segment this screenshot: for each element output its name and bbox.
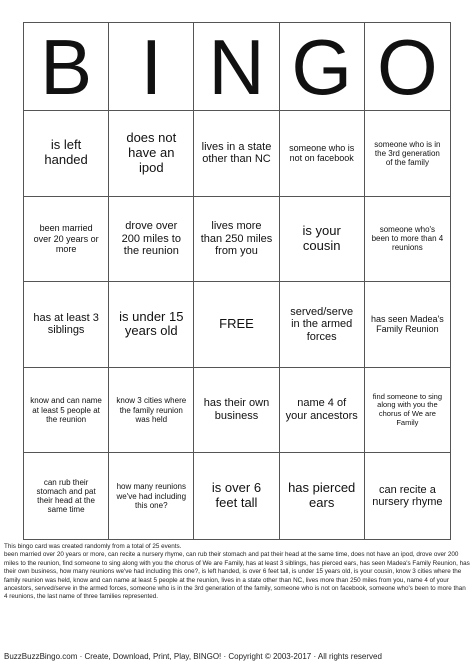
header-letter-i: I <box>109 23 194 111</box>
bingo-cell: how many reunions we've had including this one? <box>109 453 194 539</box>
bingo-cell: can rub their stomach and pat their head at the same time <box>24 453 109 539</box>
bingo-cell: know and can name at least 5 people at the reunion <box>24 368 109 454</box>
bingo-cell: lives in a state other than NC <box>194 111 279 197</box>
header-letter-g: G <box>280 23 365 111</box>
card-intro: This bingo card was created randomly from a total of 25 events. <box>4 543 182 550</box>
bingo-cell: has at least 3 siblings <box>24 282 109 368</box>
free-space: FREE <box>194 282 279 368</box>
bingo-cell: been married over 20 years or more <box>24 197 109 283</box>
bingo-cell: is over 6 feet tall <box>194 453 279 539</box>
bingo-cell: does not have an ipod <box>109 111 194 197</box>
bingo-cell: someone who's been to more than 4 reunions <box>365 197 450 283</box>
site-footer: BuzzBuzzBingo.com · Create, Download, Print, Play, BINGO! · Copyright © 2003-2017 · All rights reserved <box>4 652 382 661</box>
bingo-cell: know 3 cities where the family reunion was held <box>109 368 194 454</box>
bingo-cell: is left handed <box>24 111 109 197</box>
bingo-cell: is under 15 years old <box>109 282 194 368</box>
bingo-cell: has their own business <box>194 368 279 454</box>
bingo-cell: someone who is in the 3rd generation of the family <box>365 111 450 197</box>
bingo-cell: drove over 200 miles to the reunion <box>109 197 194 283</box>
events-list: been married over 20 years or more, can recite a nursery rhyme, can rub their stomach and pat their head at the same time, does not have an ipod, drove over 200 miles to the reunion, find someone to sing along with you the chorus of We are Family, has at least 3 siblings, has pierced ears, has seen Madea's Family Reunion, has their own business, how many reunions we've had including this one?, is left handed, is over 6 feet tall, is under 15 years old, is your cousin, know 3 cities where the family reunion was held, know and can name at least 5 people at the reunion, lives in a state other than NC, lives more than 250 miles from you, name 4 of your ancestors, served/serve in the armed forces, someone who is in the 3rd generation of the family, someone who is not on facebook, someone who's been to more than 4 reunions, the last name of three families represented. <box>4 551 470 601</box>
bingo-cell: has seen Madea's Family Reunion <box>365 282 450 368</box>
bingo-cell: has pierced ears <box>280 453 365 539</box>
bingo-cell: someone who is not on facebook <box>280 111 365 197</box>
bingo-cell: can recite a nursery rhyme <box>372 483 443 509</box>
card-description <box>4 543 470 602</box>
bingo-cell: name 4 of your ancestors <box>280 368 365 454</box>
bingo-cell: is your cousin <box>280 197 365 283</box>
bingo-card <box>23 22 451 540</box>
bingo-cell: find someone to sing along with you the chorus of We are Family <box>365 368 450 454</box>
header-letter-b: B <box>24 23 109 111</box>
bingo-cell: served/serve in the armed forces <box>280 282 365 368</box>
header-letter-o: O <box>365 23 450 111</box>
header-letter-n: N <box>194 23 279 111</box>
bingo-cell: lives more than 250 miles from you <box>194 197 279 283</box>
